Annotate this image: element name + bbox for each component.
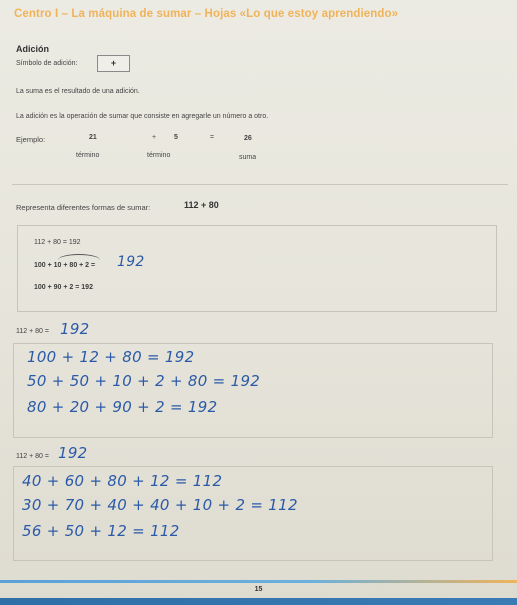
definition-adicion: La adición es la operación de sumar que consiste en agregarle un número a otro. (16, 113, 269, 120)
box2-line1: 100 + 12 + 80 = 192 (27, 348, 195, 366)
box1-line3: 100 + 90 + 2 = 192 (34, 284, 93, 291)
symbol-label: Símbolo de adición: (16, 60, 78, 67)
page-header-title: Centro I – La máquina de sumar – Hojas «Lo que estoy aprendiendo» (14, 8, 399, 20)
box1-line2-handwritten: 192 (117, 254, 145, 270)
box2-label-handwritten: 192 (60, 320, 90, 338)
box3-line2: 30 + 70 + 40 + 40 + 10 + 2 = 112 (22, 496, 298, 514)
box2-label: 112 + 80 = (16, 328, 49, 335)
box3-label-handwritten: 192 (58, 444, 88, 462)
box2-line2: 50 + 50 + 10 + 2 + 80 = 192 (27, 372, 261, 390)
section-title-adicion: Adición (16, 44, 49, 54)
box1-line1: 112 + 80 = 192 (34, 239, 81, 246)
box3-line1: 40 + 60 + 80 + 12 = 112 (22, 472, 223, 490)
exercise-prompt: Representa diferentes formas de sumar: (16, 203, 151, 212)
example-term2-label: término (147, 152, 171, 159)
footer-blue-band (0, 598, 517, 605)
example-addend-b: 5 (174, 134, 178, 141)
box3-label: 112 + 80 = (16, 453, 49, 460)
example-equals: = (210, 134, 215, 141)
box1-line2-printed: 100 + 10 + 80 + 2 = (34, 262, 96, 269)
example-plus: + (152, 134, 157, 141)
page-number: 15 (254, 586, 263, 593)
example-label: Ejemplo: (16, 135, 46, 144)
example-result: 26 (244, 135, 252, 142)
footer-accent-band (0, 580, 517, 583)
definition-suma: La suma es el resultado de una adición. (16, 88, 140, 95)
box3-line3: 56 + 50 + 12 = 112 (22, 522, 180, 540)
box2-line3: 80 + 20 + 90 + 2 = 192 (27, 398, 218, 416)
exercise-expression: 112 + 80 (184, 200, 219, 210)
example-term1-label: término (76, 152, 100, 159)
example-sum-label: suma (239, 154, 257, 161)
example-addend-a: 21 (89, 134, 97, 141)
symbol-box: + (97, 55, 130, 72)
divider (12, 184, 508, 185)
